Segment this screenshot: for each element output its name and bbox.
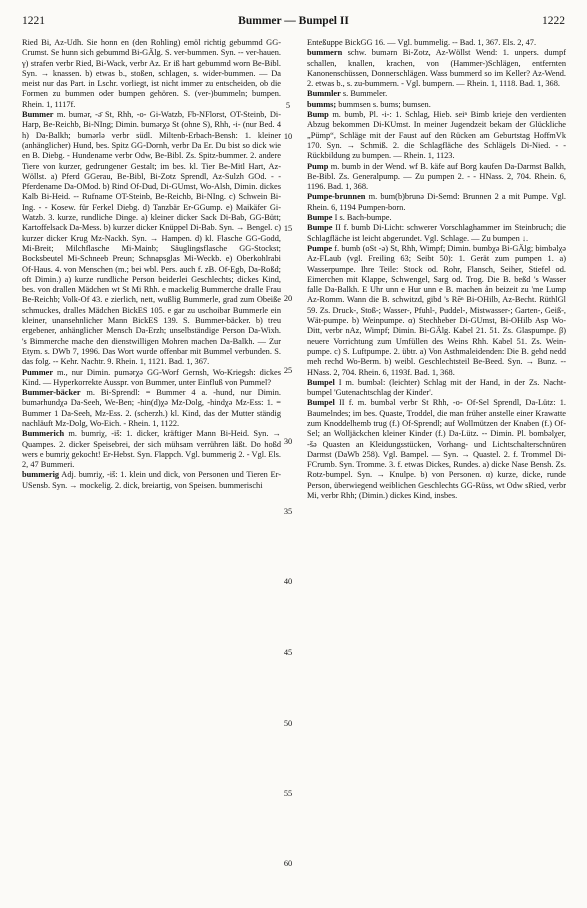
line-number: 55: [283, 789, 293, 798]
line-number: 5: [285, 101, 291, 110]
line-number: 60: [283, 859, 293, 868]
line-number: 40: [283, 577, 293, 586]
entry-bump: Bump m. bumb, Pl. -i-: 1. Schlag, Hieb. seiⁿ Bimb krieje den verdienten Abzug bekommen Di-KUmst. In meiner Jugendzeit bekam der Glückliche „Pümp“, Schläge mit der Faust auf den Rücken am Geburtstag HoffmVk 170. Syn. → Schmiß. 2. die Schlagfläche des Schlägels Di-Nied. - - Rückbildung zu bumpen. — Rhein. 1, 1123.: [307, 110, 566, 161]
entry-pummer: Pummer m., nur Dimin. pumərχə GG-Worf Gernsh, Wo-Kriegsh: dickes Kind. — Hyperkorrekte Ausspr. von Bummer, unter Einfluß von Pummel?: [22, 367, 281, 387]
entry-bumpe-2: Bumpe II f. bumb Di-Licht: schwerer Vorschlaghammer im Steinbruch; die Schlagfläche ist leicht abgerundet. Vgl. Schlage. — Zu bumpen ↓.: [307, 223, 566, 243]
line-number: 35: [283, 507, 293, 516]
entry-bummer-baecker: Bummer-bäcker m. Bi-Sprendl: = Bummer 4 a. -hund, nur Dimin. bumərhundχə Da-Seeh, We-Ben; -hin(d)χə Mz-Dolg, -hindχə Mz-Ess: 1. = Bummer 1 Da-Seeh, Mz-Ess. 2. (scherzh.) kl. Kind, das der Mutter ständig nachläuft Mz-Dolg, Wo-Eich. - Rhein. 1, 1122.: [22, 388, 281, 428]
entry-bummer: Bummer m. bumər, -ə̄ St, Rhh, -o- Gi-Watzb, Fb-NFlorst, OT-Steinb, Di-Harp, Be-Reichb, Bi-NIng; Dimin. bumərχə St (ohne S), Rhh, -i- (nur Bed. 4 h) Da-Balkh; bumərlə verbr südl. Miltenb-Erbach-Bensh: 1. kleiner (anhänglicher) Hund, bes. Spitz GG-Dornh, verbr Da Er. Du bist so dick wie en B. Diebg. - Hundename verbr Odw, Be-Bibl. Zs. Spitz-bummer. 2. andere Tiere von kurzer, gedrungener Gestalt; im bes. kl. Tier Be-Mitl Hart, Az-Wöllst. a) Pferd GGerau, Be-Bibl, Bi-Zotz Sprendl, Az-Sulzh GOd. - - Pferdename Da-OMod. b) Rind Of-Dud, Di-GUmst, Wo-Alsh, Dimin. dickes Kalb Bi-Heid. -- Rufname OT-Steinb, Be-Reichb, Bi-NIng. c) Schwein Bi-Ing. - - Kosew. für Ferkel Diebg. d) Tanzbär Er-GGump. e) Maikäfer Gi-Watzb. 3. kurze, rundliche Dinge. a) kleiner dicker Sack Di-Bab, GG-Bütt; Kartoffelsack Da-Mess. b) kurzer dicker Knüppel Di-Bab. Syn. → Bengel. c) kurzer dicker Krug Mz-Nackh. Syn. → Hampen. d) kl. Flasche GG-Godd, Mi-Breit; Milchflasche Mi-Mainb; Säuglingsflasche GG-Stockst; Bocksbeutel Mi-Schneeb Preun; Schnapsglas Mi-Weckb. e) Oberkohlrabi Of-Haus. 4. von Menschen (m.; bei wbl. Pers. auch f. zB. Of-Egb, Da-Roßd; oft Dimin.) a) kurze rundliche Person beiderlei Geschlechts; dickes Kind, bes. von drallen Mädchen wt St Mi Rhh. e mackelig Bummerche dralle Frau Be-Reichb; Volk-Of 43. e zierlich, nett, wußlig Bummerle, grad zum Obeiße schmuckes, dralles Mädchen BickES 105. e gar zu uschoibar Bummerle ein kleiner, unansehnlicher Mann BickES 139. S. Bummer-bäcker. b) treu ergebener, anhänglicher Mensch Da-Erzh; unselbständige Person Da-Wixh. 's Bimmerche mache den dienstwilligen Mohren machen Da-Balkh. — Zur Etym. s. DWb 7, 1996. Das Wort wurde offenbar mit Bummel verbunden. S. das folg. -- Kehr. Nachtr. 9. Rhein. 1, 1121. Bad. 1, 367.: [22, 110, 281, 367]
line-number: 30: [283, 437, 293, 446]
entry-bummern: bummern schw. bumərn Bi-Zotz, Az-Wöllst Wend: 1. unpers. dumpf schallen, knallen, krachen, von (Hammer-)Schlägen, entfernten Kanonenschüssen, Donnerschlägen. Wass bummerd so im Keller? Az-Wend. 2. etwas b., s. zu-bummern. - Vgl. bumpern. — Rhein. 1, 1118. Bad. 1, 368.: [307, 48, 566, 89]
line-number: 10: [283, 132, 293, 141]
line-number: 45: [283, 648, 293, 657]
entry-bummerig-continued: Enteßuppe BickGG 16. — Vgl. bummelig. -- Bad. 1, 367. Els. 2, 47.: [307, 38, 537, 47]
entry-bumpel-1: Bumpel I m. bumbəl: (leichter) Schlag mit der Hand, in der Zs. Nacht-bumpel 'Gutenachtschlag der Kinder'.: [307, 377, 566, 398]
entry-pump: Pump m. bumb in der Wend. wf B. käfe auf Borg kaufen Da-Darmst Balkh, Be-Bibl. Zs. Generalpump. — Zu pumpen 2. - - HNass. 2, 704. Rhein. 6, 1196. Bad. 1, 368.: [307, 161, 566, 192]
left-column: [22, 38, 281, 491]
line-number: 15: [283, 224, 293, 233]
entry-bumms: bumms; bummsen s. bums; bumsen.: [307, 99, 431, 109]
entry-bummerich: Bummerich m. bumriχ, -iš: 1. dicker, kräftiger Mann Bi-Heid. Syn. → Quampes. 2. dicker Speisebrei, der sich mühsam verrühren läßt. Do hoßd wers e bumriχ gekocht! Er-Hebst. Syn. Flappch. Vgl. bummerig 2. - Vgl. Els. 2, 47 Bummeri.: [22, 429, 281, 470]
entry-bummler: Bummler s. Bummeler.: [307, 89, 388, 99]
line-number: 50: [283, 719, 293, 728]
entry-pumpe: Pumpe f. bumb (oSt -ə) St, Rhh, Wimpf; Dimin. bumbχə Bi-GÄlg; bimbəlχə Az-FLaub (vgl. Freiling 63; Seibt 50): 1. Gerät zum pumpen 1. a) Wasserpumpe. Ihre Teile: Stock od. Rohr, Flansch, Seiher, Stiefel od. Eimerchen mit Klappe, Schwengel, Sarg od. Trog. Die B. beßd 's Wasser falle Da-Balkh. E Uhr unn e Hur unn e B. machen ån beizeit zu 'me Lump Az-Romm. Wann die B. schwitzd, gibd 's Rēⁿ Bi-OHilb, Az-Becht. RüthlGl 59. Zs. Druck-, Stoß-; Wasser-, Pfuhl-, Puddel-, Mistwasser-; Garten-, Geiß-, Wät-pumpe. b) Weinpumpe. α) Stechheber Di-GUmst, Bi-OHilb Asp Wo-Ditt, verbr nAz, Wimpf; Dimin. Bi-GÄlg. Kabel 21. 51. Zs. Glaspumpe. β) neuere Vorrichtung zum Umfüllen des Weins Rhh. Kabel 51. Zs. Wein-pumpe. c) S. Luftpumpe. 2. übtr. a) Von Asthmaleidenden: Die B. gehd nedd meh rechd Wo-Berm. b) weibl. Geschlechtsteil Be-Beed. Syn. → Bunz. -- HNass. 2, 704. Rhein. 6, 1193f. Bad. 1, 368.: [307, 243, 566, 377]
page-number-left: 1221: [22, 15, 45, 27]
entry-pumpe-brunnen: Pumpe-brunnen m. bum(b)brunə Di-Semd: Brunnen 2 a mit Pumpe. Vgl. Rhein. 6, 1194 Pumpen-born.: [307, 192, 566, 212]
line-number: 20: [283, 294, 293, 303]
page-number-right: 1222: [542, 15, 565, 27]
entry-bummen-continued: Ried Bi, Az-Udh. Sie honn en (den Rohling) emöl richtig gebummd GG-Crumst. Se hunn sich gebummd Bi-GÄlg. S. ver-bummen. Syn. -- ver-hauen. γ) strafen verbr Ried, Bi-Wack, verbr Az. Er iß hart gebummd worn Be-Bibl. Syn. → knassen. b) etwas b., stoßen, schlagen, s. wider-bummen. — Da meist nur das Part. in Lschr. vorliegt, ist nicht immer zu entscheiden, ob die Formen zu bummen oder bumpen gehören. S. (ver-)bummeln; bumpen. Rhein. 1, 1117f.: [22, 38, 281, 109]
entry-bummerig: bummerig Adj. bumriχ, -iš: 1. klein und dick, von Personen und Tieren Er-USensb. Syn. → mockelig. 2. dick, breiartig, von Speisen. bummerischi: [22, 470, 281, 490]
entry-bumpel-2: Bumpel II f. m. bumbəl verbr St Rhh, -o- Of-Sel Sprendl, Da-Lütz: 1. Baumelndes; im bes. Quaste, Troddel, die man früher anstelle einer Krawatte zum Knoddelhemb trug (f.) Of-Sprendl; auf Wollmützen der Knaben (f.) Of-Sel; an Wolljäckchen kleiner Kinder (f.) Da-Lütz. -- Dimin. Pl. bombəlχer, -šə Quasten an Kleidungsstücken, Vorhang- und Lichtschalterschnüren Darmst (DaWb 258). Vgl. Bampel. — Syn. → Quastel. 2. f. Trommel Di-FCrumb. Syn. Tromme. 3. f. etwas Dickes, Rundes. a) dicke Nase Bensh. Zs. Rotz-bumpel. Syn. → Knulpe. b) von Personen. α) kurze, dicke, runde Person, überwiegend weiblichen Geschlechts GG-Rüss, wt Odw sRied, verbr Mi, verbr Rhh; (Dimin.) dickes Kind, insbes.: [307, 398, 566, 501]
entry-bumpe-1: Bumpe I s. Bach-bumpe.: [307, 213, 392, 223]
running-title: Bummer — Bumpel II: [238, 15, 349, 27]
right-column: [307, 38, 566, 501]
line-number: 25: [283, 366, 293, 375]
page-header: [22, 15, 565, 31]
